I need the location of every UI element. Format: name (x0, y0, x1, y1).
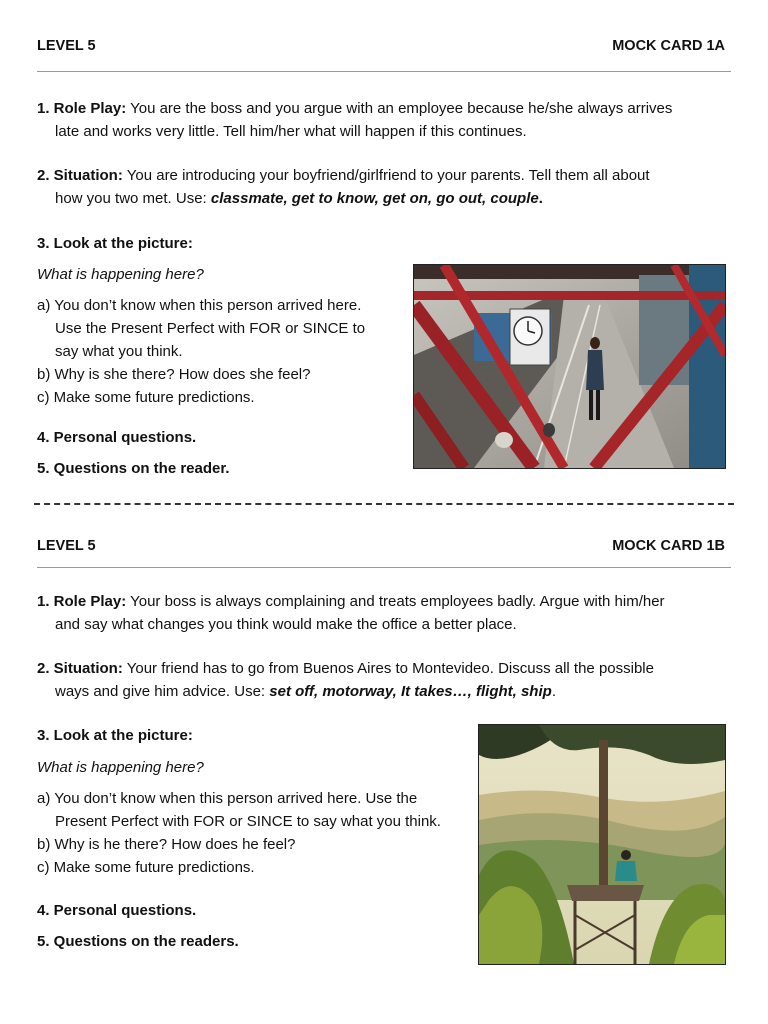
card-a-q3-prompt: What is happening here? (37, 266, 204, 283)
card-b-rule (37, 567, 731, 568)
card-a-header (37, 35, 725, 57)
q1-text-cont: late and works very little. Tell him/her what will happen if this continues. (55, 123, 527, 140)
card-b-q5: 5. Questions on the readers. (37, 933, 239, 950)
task-b: b) Why is he there? How does he feel? (37, 836, 296, 853)
q1-text: Your boss is always complaining and treats employees badly. Argue with him/her (126, 593, 665, 610)
q2-vocab: classmate, get to know, get on, go out, couple (210, 190, 539, 207)
q2-end: . (538, 190, 543, 207)
task-c: c) Make some future predictions. (37, 859, 255, 876)
q2-label: 2. Situation: (37, 660, 123, 677)
q2-text: Your friend has to go from Buenos Aires to Montevideo. Discuss all the possible (122, 660, 654, 677)
q1-text: You are the boss and you argue with an employee because he/she always arrives (126, 100, 673, 117)
card-b-q3-label: 3. Look at the picture: (37, 727, 193, 744)
card-b-title: MOCK CARD 1B (612, 538, 725, 554)
q2-text: You are introducing your boyfriend/girlfriend to your parents. Tell them all about (122, 167, 650, 184)
card-a-q5: 5. Questions on the reader. (37, 460, 230, 477)
q2-text-cont: ways and give him advice. Use: (55, 683, 270, 700)
cut-line (34, 503, 734, 505)
train-station-photo (413, 264, 726, 469)
card-a-q4: 4. Personal questions. (37, 429, 197, 446)
card-a-q3-label: 3. Look at the picture: (37, 235, 193, 252)
card-b-header (37, 535, 725, 557)
q1-text-cont: and say what changes you think would make the office a better place. (55, 616, 517, 633)
treehouse-landscape-photo (478, 724, 726, 965)
card-a-q1 (37, 97, 731, 143)
card-b-q1 (37, 590, 731, 636)
task-c: c) Make some future predictions. (37, 389, 255, 406)
task-a: a) You don’t know when this person arrived here. Use the Present Perfect with FOR or SINCE to say what you think. (37, 297, 366, 360)
card-b-level: LEVEL 5 (37, 538, 96, 554)
q2-end: . (551, 683, 556, 700)
card-a-q2 (37, 164, 731, 210)
card-a-title: MOCK CARD 1A (612, 38, 725, 54)
task-b: b) Why is she there? How does she feel? (37, 366, 311, 383)
q1-label: 1. Role Play: (37, 593, 127, 610)
card-a-q3-tasks (37, 294, 402, 409)
card-b-q3-tasks (37, 787, 469, 879)
q2-vocab: set off, motorway, It takes…, flight, ship (269, 683, 552, 700)
q1-label: 1. Role Play: (37, 100, 127, 117)
q2-text-cont: how you two met. Use: (55, 190, 211, 207)
card-a-level: LEVEL 5 (37, 38, 96, 54)
task-a: a) You don’t know when this person arrived here. Use the Present Perfect with FOR or SINCE to say what you think. (37, 790, 441, 830)
card-b-q2 (37, 657, 731, 703)
card-b-q3-prompt: What is happening here? (37, 759, 204, 776)
card-a-rule (37, 71, 731, 72)
q2-label: 2. Situation: (37, 167, 123, 184)
card-b-q4: 4. Personal questions. (37, 902, 197, 919)
